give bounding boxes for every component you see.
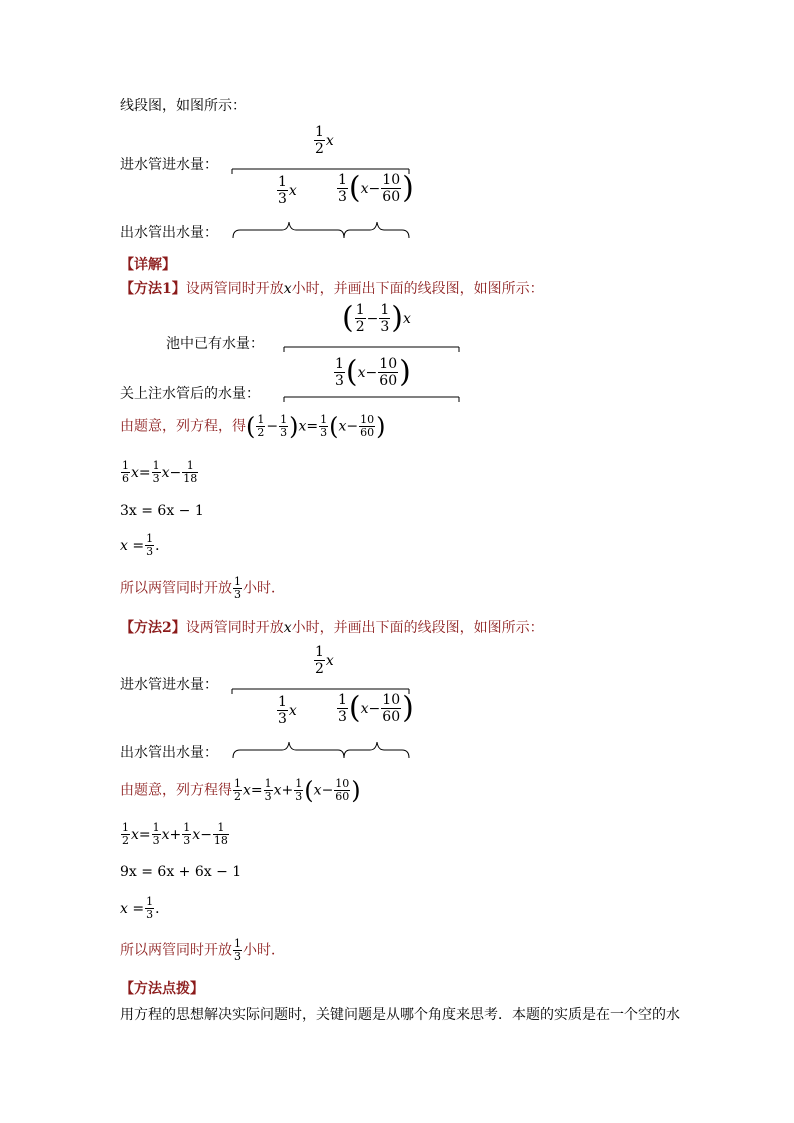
method2-step1: $\frac{1}{2}$ x= $\frac{1}{3}$ x+ $\frac{1}{3}$ x− $\frac{1}{18}$ bbox=[122, 821, 228, 847]
method1-conclusion: 所以两管同时开放 $\frac{1}{3}$ 小时． bbox=[120, 575, 285, 601]
diagram2-outflow-brace bbox=[232, 734, 412, 764]
method1-pool-expr: ( $\frac{1}{2}$ − $\frac{1}{3}$ )x bbox=[342, 300, 411, 336]
diagram1-third-expr: $\frac{1}{3}$ (x− $\frac{10}{60}$ ) bbox=[338, 170, 414, 206]
method2-step3: x = $\frac{1}{3}$ ． bbox=[120, 895, 170, 921]
diagram1-outflow-brace bbox=[232, 214, 412, 244]
tip-text: 用方程的思想解决实际问题时，关键问题是从哪个角度来思考．本题的实质是在一个空的水 bbox=[120, 1007, 680, 1023]
diagram2-outflow-label: 出水管出水量： bbox=[120, 745, 218, 761]
fraction-half: $\frac{1}{2}$ bbox=[315, 124, 324, 157]
method1-pool-label: 池中已有水量： bbox=[166, 336, 264, 352]
diagram1-outflow-label: 出水管出水量： bbox=[120, 225, 218, 241]
method2-intro: 【方法2】设两管同时开放x小时，并画出下面的线段图，如图所示： bbox=[120, 620, 544, 636]
diagram2-inflow-label: 进水管进水量： bbox=[120, 677, 218, 693]
method2-conclusion: 所以两管同时开放 $\frac{1}{3}$ 小时． bbox=[120, 937, 285, 963]
method2-step2: 9x = 6x + 6x − 1 bbox=[120, 864, 242, 880]
method1-step3: x = $\frac{1}{3}$ ． bbox=[120, 532, 170, 558]
method1-equation: 由题意，列方程，得( $\frac{1}{2}$ − $\frac{1}{3}$ )x= $\frac{1}{3}$ (x− $\frac{10}{60}$ ) bbox=[120, 412, 386, 441]
intro-text: 线段图，如图所示： bbox=[120, 98, 246, 114]
diagram1-inflow-label: 进水管进水量： bbox=[120, 157, 218, 173]
tip-heading: 【方法点拨】 bbox=[120, 981, 204, 997]
method1-step2: 3x = 6x − 1 bbox=[120, 503, 204, 519]
method1-after-expr: $\frac{1}{3}$ (x− $\frac{10}{60}$ ) bbox=[335, 354, 411, 390]
diagram2-third-expr: $\frac{1}{3}$ (x− $\frac{10}{60}$ ) bbox=[338, 690, 414, 726]
diagram1-third-x: $\frac{1}{3}$ x bbox=[278, 174, 297, 207]
method2-equation: 由题意，列方程得 $\frac{1}{2}$ x= $\frac{1}{3}$ x+ $\frac{1}{3}$ (x− $\frac{10}{60}$ ) bbox=[120, 776, 361, 805]
diagram1-top-label: $\frac{1}{2}$ x bbox=[315, 124, 334, 157]
method1-step1: $\frac{1}{6}$ x= $\frac{1}{3}$ x− $\frac{1}{18}$ bbox=[122, 459, 198, 485]
diagram2-top-label: $\frac{1}{2}$ x bbox=[315, 644, 334, 677]
method1-after-label: 关上注水管后的水量： bbox=[120, 386, 260, 402]
method1-pool-segment bbox=[284, 342, 464, 354]
detail-heading: 【详解】 bbox=[120, 257, 176, 273]
method1-after-segment bbox=[284, 392, 464, 404]
method1-intro: 【方法1】设两管同时开放x小时，并画出下面的线段图，如图所示： bbox=[120, 281, 544, 297]
diagram2-third-x: $\frac{1}{3}$ x bbox=[278, 694, 297, 727]
